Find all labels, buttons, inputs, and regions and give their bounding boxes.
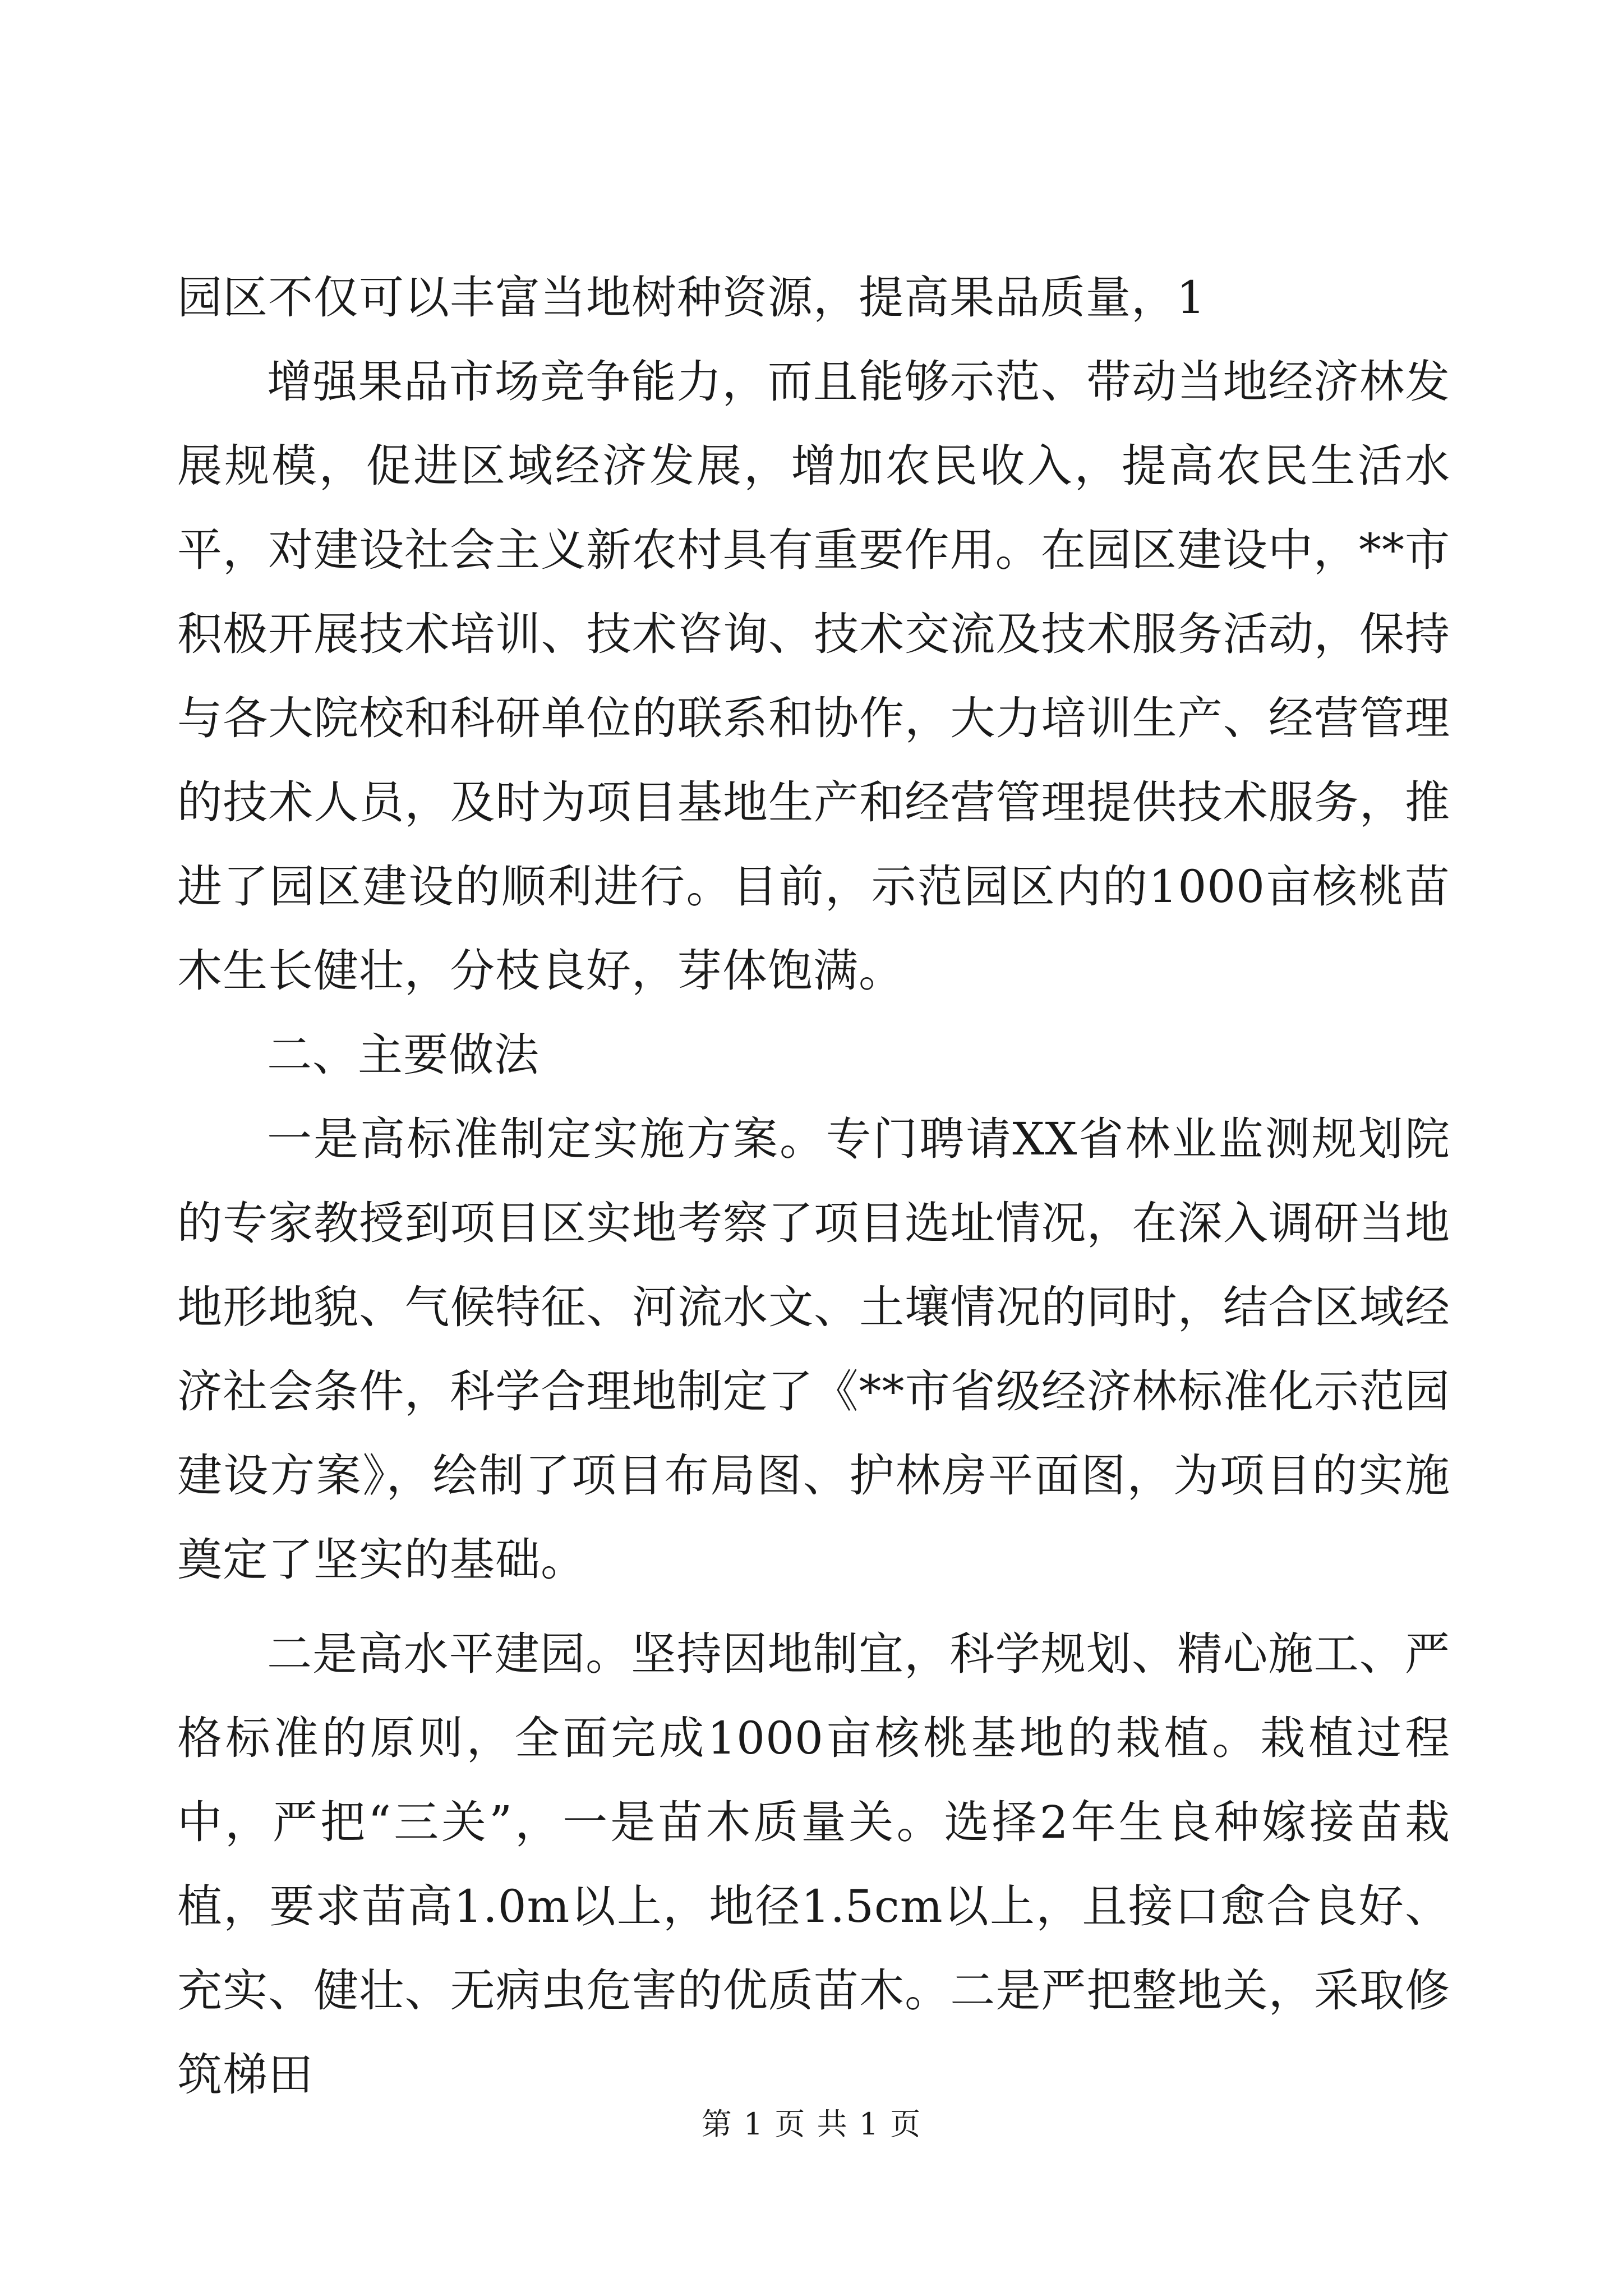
paragraph-intro-continuation: 园区不仅可以丰富当地树种资源，提高果品质量，1	[177, 272, 1206, 324]
document-body	[177, 256, 1450, 2117]
paragraph-orchard-construction: 二是高水平建园。坚持因地制宜，科学规划、精心施工、严格标准的原则，全面完成1000亩核桃基地的栽植。栽植过程中，严把“三关”，一是苗木质量关。选择2年生良种嫁接苗栽植，要求苗高1.0m以上，地径1.5cm以上，且接口愈合良好、充实、健壮、无病虫危害的优质苗木。二是严把整地关，采取修筑梯田	[177, 1628, 1450, 2101]
page-number-footer: 第 1 页 共 1 页	[701, 2106, 922, 2142]
paragraph-implementation-plan: 一是高标准制定实施方案。专门聘请XX省林业监测规划院的专家教授到项目区实地考察了项目选址情况，在深入调研当地地形地貌、气候特征、河流水文、土壤情况的同时，结合区域经济社会条件，科学合理地制定了《**市省级经济林标准化示范园建设方案》，绘制了项目布局图、护林房平面图，为项目的实施奠定了坚实的基础。	[177, 1113, 1450, 1586]
paragraph-benefits: 增强果品市场竞争能力，而且能够示范、带动当地经济林发展规模，促进区域经济发展，增加农民收入，提高农民生活水平，对建设社会主义新农村具有重要作用。在园区建设中，**市积极开展技术培训、技术咨询、技术交流及技术服务活动，保持与各大院校和科研单位的联系和协作，大力培训生产、经营管理的技术人员，及时为项目基地生产和经营管理提供技术服务，推进了园区建设的顺利进行。目前，示范园区内的1000亩核桃苗木生长健壮，分枝良好，芽体饱满。	[177, 356, 1450, 997]
section-heading-main-practices: 二、主要做法	[267, 1029, 540, 1081]
